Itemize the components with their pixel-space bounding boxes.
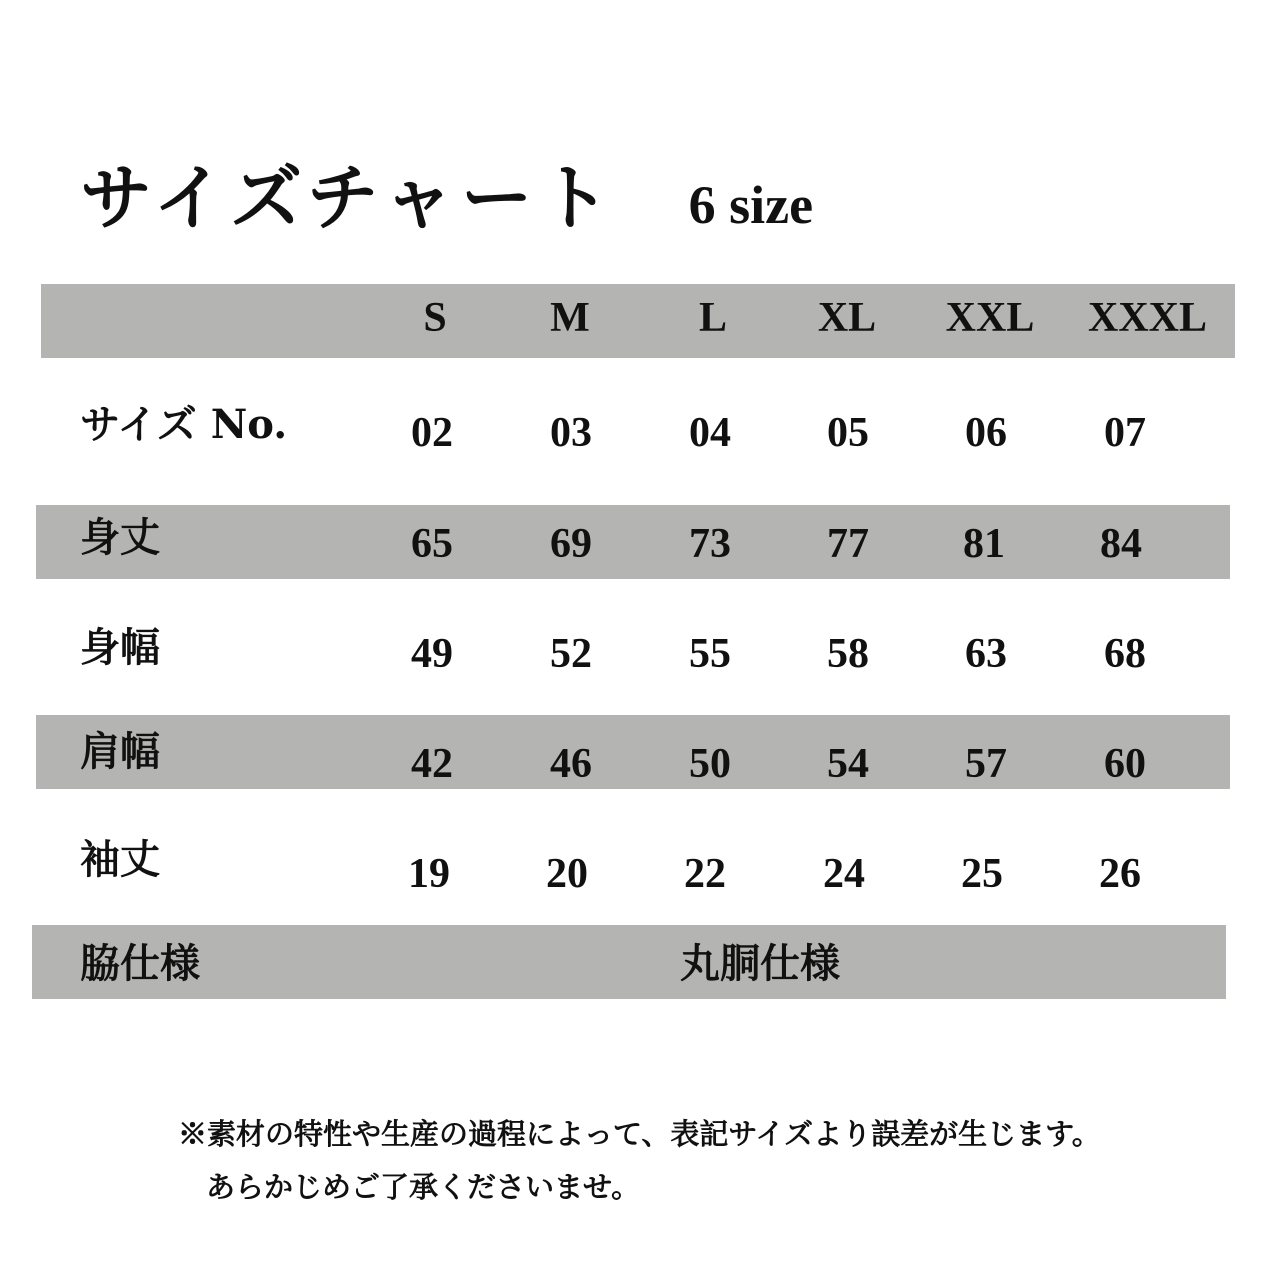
size-count: 6 size <box>688 175 814 235</box>
row-label-body-width: 身幅 <box>80 624 160 671</box>
header-size-xxxl: XXXL <box>1087 295 1207 341</box>
table-row <box>0 385 1280 465</box>
cell-value: 25 <box>961 851 1003 897</box>
header-size-s: S <box>423 295 447 341</box>
header-row <box>0 278 1280 358</box>
cell-value: 26 <box>1099 851 1141 897</box>
cell-value: 03 <box>550 410 592 456</box>
cell-value: 04 <box>689 410 731 456</box>
cell-value: 73 <box>689 521 731 567</box>
cell-value: 54 <box>827 741 869 787</box>
note-line-1: ※素材の特性や生産の過程によって、表記サイズより誤差が生じます。 <box>178 1117 1101 1151</box>
header-size-xxl: XXL <box>945 295 1035 341</box>
cell-value: 24 <box>823 851 865 897</box>
table-row <box>0 820 1280 900</box>
side-spec-row <box>0 924 1280 1004</box>
row-label-sleeve-length: 袖丈 <box>80 836 160 883</box>
cell-value: 49 <box>411 631 453 677</box>
cell-value: 68 <box>1104 631 1146 677</box>
note-line-2: あらかじめご了承くださいませ。 <box>206 1170 641 1204</box>
cell-value: 77 <box>827 521 869 567</box>
cell-value: 50 <box>689 741 731 787</box>
cell-value: 81 <box>963 521 1005 567</box>
header-size-xl: XL <box>817 295 877 341</box>
cell-value: 07 <box>1104 410 1146 456</box>
cell-value: 19 <box>408 851 450 897</box>
cell-value: 65 <box>411 521 453 567</box>
cell-value: 55 <box>689 631 731 677</box>
page-title: サイズチャート <box>80 155 617 240</box>
side-spec-value: 丸胴仕様 <box>680 940 840 987</box>
row-label-shoulder-width: 肩幅 <box>80 728 160 775</box>
table-row <box>0 712 1280 792</box>
row-label-side-spec: 脇仕様 <box>80 940 200 987</box>
cell-value: 42 <box>411 741 453 787</box>
cell-value: 02 <box>411 410 453 456</box>
row-label-size-no: サイズ No. <box>80 401 288 448</box>
cell-value: 63 <box>965 631 1007 677</box>
cell-value: 84 <box>1100 521 1142 567</box>
row-label-body-length: 身丈 <box>80 514 160 561</box>
cell-value: 58 <box>827 631 869 677</box>
header-size-m: M <box>550 295 590 341</box>
cell-value: 69 <box>550 521 592 567</box>
cell-value: 57 <box>965 741 1007 787</box>
table-row <box>0 608 1280 688</box>
title-block <box>80 140 813 244</box>
cell-value: 60 <box>1104 741 1146 787</box>
table-row <box>0 498 1280 578</box>
cell-value: 05 <box>827 410 869 456</box>
cell-value: 46 <box>550 741 592 787</box>
cell-value: 52 <box>550 631 592 677</box>
cell-value: 06 <box>965 410 1007 456</box>
header-size-l: L <box>698 295 727 341</box>
cell-value: 22 <box>684 851 726 897</box>
cell-value: 20 <box>546 851 588 897</box>
